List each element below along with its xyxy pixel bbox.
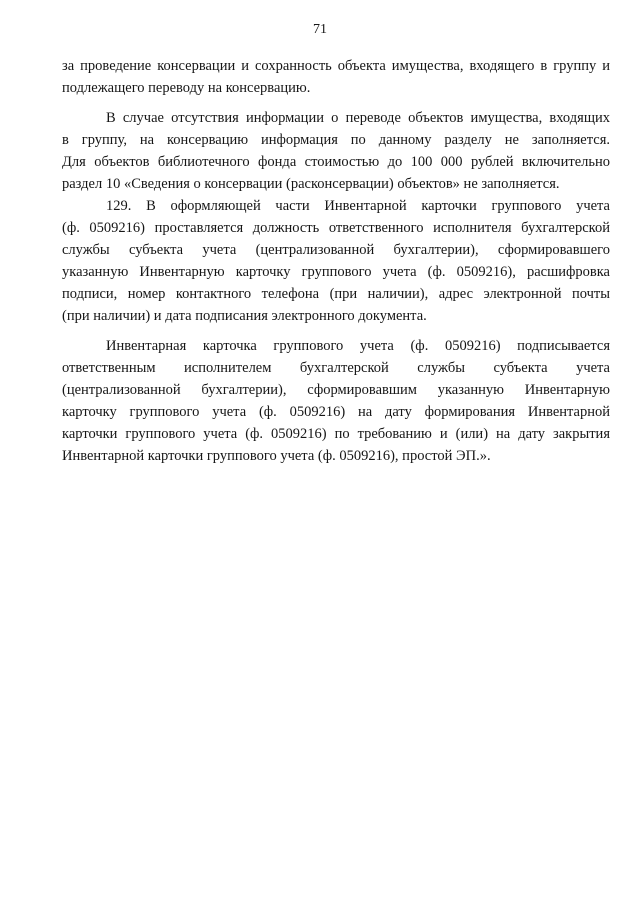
text-line: Для объектов библиотечного фонда стоимостью до 100 000 рублей включительно: [62, 154, 610, 170]
text-line: 129. В оформляющей части Инвентарной карточки группового учета: [106, 198, 610, 214]
text-line: подписи, номер контактного телефона (при наличии), адрес электронной почты: [62, 286, 610, 302]
document-body: [62, 55, 610, 467]
text-line: в группу, на консервацию информация по данному разделу не заполняется.: [62, 132, 610, 148]
text-line: ответственным исполнителем бухгалтерской службы субъекта учета: [62, 360, 610, 376]
text-line: раздел 10 «Сведения о консервации (расконсервации) объектов» не заполняется.: [62, 176, 560, 192]
paragraph-signature: [62, 335, 610, 467]
text-line: В случае отсутствия информации о переводе объектов имущества, входящих: [106, 110, 610, 126]
text-line: Инвентарная карточка группового учета (ф. 0509216) подписывается: [106, 338, 610, 354]
paragraph-conservation-note: [62, 107, 610, 195]
text-line: (при наличии) и дата подписания электронного документа.: [62, 308, 427, 324]
text-line: карточки группового учета (ф. 0509216) по требованию и (или) на дату закрытия: [62, 426, 610, 442]
paragraph-continuation: [62, 55, 610, 99]
page-number: 71: [313, 22, 327, 37]
text-line: (централизованной бухгалтерии), сформировавшим указанную Инвентарную: [62, 382, 610, 398]
text-line: указанную Инвентарную карточку группового учета (ф. 0509216), расшифровка: [62, 264, 610, 280]
paragraph-item-129: [62, 195, 610, 327]
text-line: карточку группового учета (ф. 0509216) на дату формирования Инвентарной: [62, 404, 610, 420]
text-line: подлежащего переводу на консервацию.: [62, 80, 311, 96]
text-line: Инвентарной карточки группового учета (ф. 0509216), простой ЭП.».: [62, 448, 491, 464]
text-line: за проведение консервации и сохранность объекта имущества, входящего в группу и: [62, 58, 610, 74]
text-line: (ф. 0509216) проставляется должность ответственного исполнителя бухгалтерской: [62, 220, 610, 236]
text-line: службы субъекта учета (централизованной бухгалтерии), сформировавшего: [62, 242, 610, 258]
